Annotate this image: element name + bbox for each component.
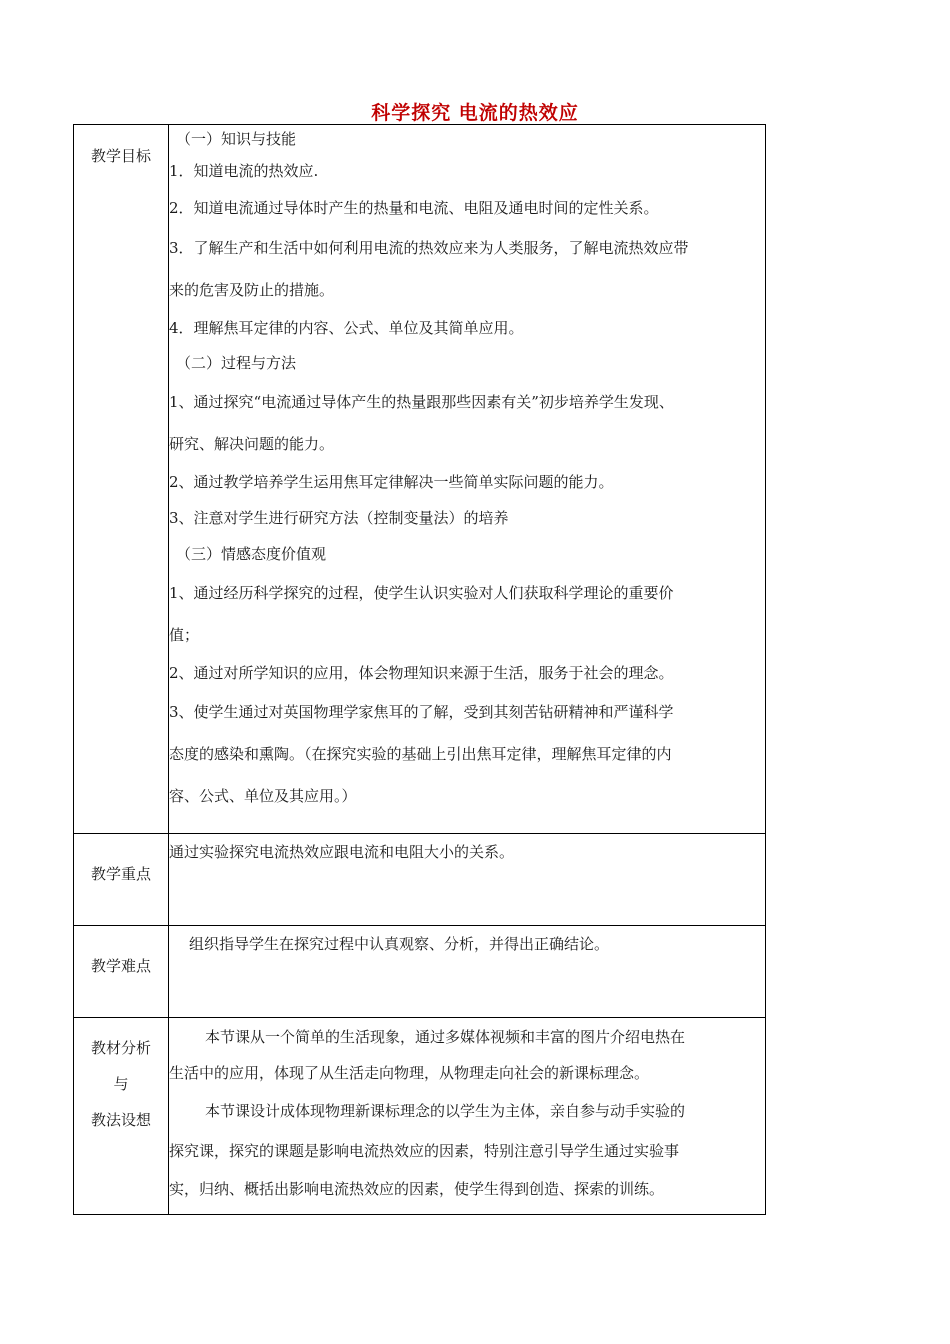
document-title: 科学探究 电流的热效应 [371,102,579,124]
analysis-label-line1: 教材分析 [90,1039,151,1057]
objectives-line: 3、注意对学生进行研究方法（控制变量法）的培养 [169,509,509,527]
analysis-label-line2: 与 [113,1075,129,1093]
analysis-label-cell [74,1018,169,1215]
objectives-line: （三）情感态度价值观 [176,545,327,563]
difficulties-text: 组织指导学生在探究过程中认真观察、分析，并得出正确结论。 [189,935,610,953]
analysis-line: 实，归纳、概括出影响电流热效应的因素，使学生得到创造、探索的训练。 [169,1180,665,1198]
objectives-content-cell [169,125,766,834]
objectives-line: （二）过程与方法 [176,354,297,372]
analysis-line: 生活中的应用，体现了从生活走向物理，从物理走向社会的新课标理念。 [169,1064,650,1082]
objectives-line: （一）知识与技能 [176,130,297,148]
objectives-line: 4．理解焦耳定律的内容、公式、单位及其简单应用。 [169,319,524,337]
key-points-text: 通过实验探究电流热效应跟电流和电阻大小的关系。 [169,843,515,861]
objectives-line: 1、通过经历科学探究的过程，使学生认识实验对人们获取科学理论的重要价 [169,584,674,602]
objectives-line: 3、使学生通过对英国物理学家焦耳的了解，受到其刻苦钻研精神和严谨科学 [169,703,674,721]
difficulties-label: 教学难点 [90,957,151,975]
key-points-label-cell [74,834,169,926]
analysis-content-cell [169,1018,766,1215]
objectives-line: 值； [169,626,200,644]
analysis-line: 本节课从一个简单的生活现象，通过多媒体视频和丰富的图片介绍电热在 [205,1028,686,1046]
objectives-line: 2、通过对所学知识的应用，体会物理知识来源于生活，服务于社会的理念。 [169,664,674,682]
analysis-row [74,1018,766,1215]
objectives-line: 研究、解决问题的能力。 [169,435,335,453]
objectives-line: 1．知道电流的热效应. [169,162,319,180]
objectives-line: 态度的感染和熏陶。（在探究实验的基础上引出焦耳定律，理解焦耳定律的内 [169,745,672,763]
objectives-line: 2、通过教学培养学生运用焦耳定律解决一些简单实际问题的能力。 [169,473,614,491]
objectives-line: 3．了解生产和生活中如何利用电流的热效应来为人类服务，了解电流热效应带 [169,239,689,257]
objectives-line: 1、通过探究“电流通过导体产生的热量跟那些因素有关”初步培养学生发现、 [169,393,674,411]
difficulties-row [74,926,766,1018]
objectives-line: 来的危害及防止的措施。 [169,281,335,299]
analysis-line: 探究课，探究的课题是影响电流热效应的因素，特别注意引导学生通过实验事 [169,1142,680,1160]
difficulties-label-cell [74,926,169,1018]
objectives-line: 容、公式、单位及其应用。） [169,787,357,805]
key-points-label: 教学重点 [90,865,151,883]
key-points-content-cell [169,834,766,926]
objectives-label-cell [74,125,169,834]
objectives-label: 教学目标 [90,147,151,165]
analysis-line: 本节课设计成体现物理新课标理念的以学生为主体，亲自参与动手实验的 [205,1102,686,1120]
objectives-row [74,125,766,834]
analysis-label-line3: 教法设想 [90,1111,151,1129]
difficulties-content-cell [169,926,766,1018]
objectives-line: 2．知道电流通过导体时产生的热量和电流、电阻及通电时间的定性关系。 [169,199,659,217]
lesson-plan-table [73,124,766,1215]
key-points-row [74,834,766,926]
